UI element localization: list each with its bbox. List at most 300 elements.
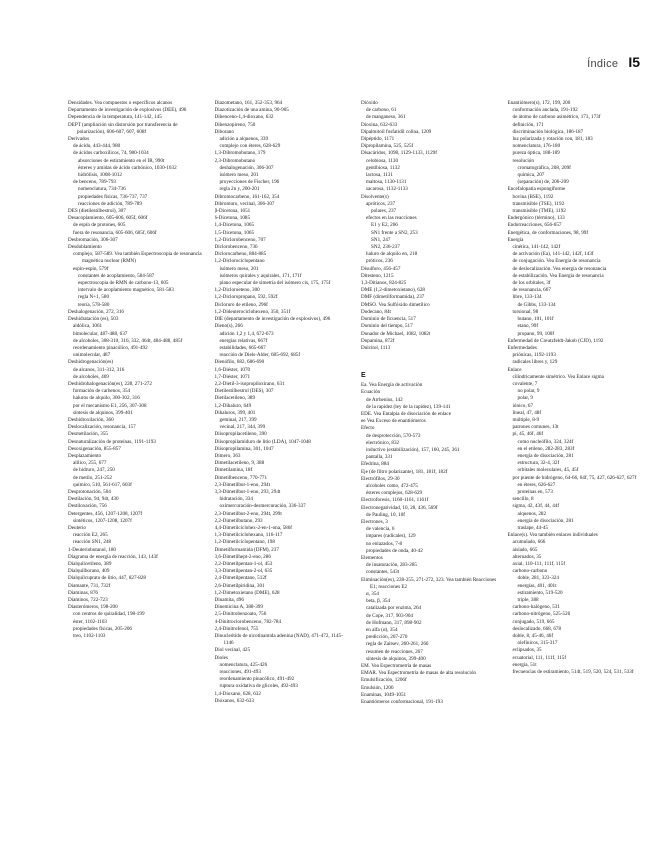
index-subentry: aislado, 665 <box>512 546 538 553</box>
index-subentry: alternados, 35 <box>512 553 542 560</box>
index-entry: Enfermedad de Creutzfeldt-Jakob (CJD), 1192 <box>507 337 604 344</box>
index-subentry: isómero meso, 201 <box>219 172 259 179</box>
index-subentry: en éteres, 626-627 <box>517 481 556 488</box>
index-entry: Departamento de investigación de explosivos (DEE), 496 <box>68 107 187 114</box>
index-subentry: conformación anclada, 191-192 <box>512 107 578 114</box>
index-subentry: de ácido, 443-444, 980 <box>73 143 121 150</box>
index-subentry: regla de Zaitsev, 260-261, 266 <box>366 641 429 648</box>
index-entry: 1,2-Diclorociclopentano <box>214 258 265 265</box>
index-column-3 <box>361 100 498 830</box>
index-entry: Deshidratación (es), 503 <box>68 316 119 323</box>
index-subentry: inductivo (estabilización), 157, 160, 245, 361 <box>366 446 460 453</box>
index-entry: Dodecano, 84t <box>361 308 391 315</box>
index-entry: Dipropilamina, 525, 525f <box>361 143 414 150</box>
index-subentry: butano, 101, 101f <box>517 316 554 323</box>
index-subentry: cinética, 141-142, 142f <box>512 244 561 251</box>
index-entry: DEPT (ampliación sin distorsión por transferencia de polarización), 606-607, 607, 608f <box>68 121 178 135</box>
index-subentry: propiedades físicas, 205-206 <box>73 625 132 632</box>
index-subentry: de átomo de carbono asimétrico, 173, 173f <box>512 114 601 121</box>
index-subentry: reordenamiento pinacólico, 491-492 <box>219 676 295 683</box>
index-entry: 1,5-Dicetona, 1065 <box>214 229 255 236</box>
index-subentry: sigma, 42, 43f, 44, 44f <box>512 503 560 510</box>
index-subentry: en el etileno, 282-283, 283f <box>517 445 575 452</box>
index-subentry: reacciones, 491-493 <box>219 669 261 676</box>
index-entry: Diisopropilamina, 301, 1047 <box>214 445 274 452</box>
index-entry: Diazometano, 161, 352-353, 964 <box>214 100 283 106</box>
index-subentry: carbono-nitrógeno, 525-526 <box>512 611 571 618</box>
index-subentry: pi, 45, 46f, 46f <box>512 431 544 438</box>
index-subentry: proyecciones de Fischer, 196 <box>219 179 280 186</box>
index-subentry: de activación (Ea), 141-142, 142f, 143f <box>512 251 594 258</box>
index-subentry: doble, 8, 45-46, 46f <box>512 633 554 640</box>
index-subentry: resumen de reacciones, 267 <box>366 648 423 655</box>
index-subentry: hidrólisis, 1008-1012 <box>78 172 122 179</box>
index-entry: Desdoblamiento <box>68 244 102 251</box>
index-entry: 3,6-Dimetilhept-2-eno, 286 <box>214 553 271 560</box>
index-subentry: eclipsados, 35 <box>512 647 542 654</box>
index-subentry: síntesis de alquinos, 399-401 <box>73 409 133 416</box>
index-subentry: adición 1,2 y 1,4, 672-673 <box>219 330 274 337</box>
index-subentry: adición a alquenos, 339 <box>219 136 269 143</box>
index-subentry: bimolecular, 487-488, 637 <box>73 330 128 337</box>
index-entry: Emulsificación, 1206f <box>361 677 407 684</box>
index-subentry: apróticos, 237 <box>366 200 396 207</box>
index-subentry: unimolecular, 487 <box>73 352 111 359</box>
index-subentry: SN2, 236-237 <box>371 244 400 251</box>
index-subentry: de alcoholes, 469 <box>73 373 109 380</box>
index-subentry: por puente de hidrógeno, 64-66, 64f, 75, 427, 626-627, 627f <box>512 474 637 481</box>
index-subentry: de Gibbs, 133-134 <box>517 301 556 308</box>
index-subentry: ésteres complejos, 628-629 <box>366 490 423 497</box>
index-subentry: definición, 171 <box>512 121 544 128</box>
index-subentry: SN1 frente a SN2, 253 <box>371 229 418 236</box>
index-subentry: transmisible (TME), 1192 <box>512 208 566 215</box>
index-entry: Dibromuro, vecinal, 306-307 <box>214 200 275 207</box>
index-entry: Diclorobenceno, 736 <box>214 244 258 251</box>
index-subentry: reacción SN1, 248 <box>73 539 112 546</box>
index-entry: Dinemicina A, 388-399 <box>214 604 263 611</box>
running-header <box>587 54 640 70</box>
index-entry: Deuterio <box>68 524 86 531</box>
index-subentry: covalente, 7 <box>512 380 538 387</box>
index-entry: Dioxanos, 632-633 <box>214 697 254 704</box>
index-subentry: energía de disociación, 281 <box>517 517 574 524</box>
index-subentry: acumulado, 666 <box>512 539 546 546</box>
index-entry: Dipalmitoil fosfatidil colina, 1209 <box>361 128 432 135</box>
index-subentry: de resonancia, 667 <box>512 287 551 294</box>
index-entry: Diisopropilacetileno, 390 <box>214 431 267 438</box>
index-subentry: regla N+1, 580 <box>78 294 110 301</box>
index-subentry: gentibiosa, 1132 <box>366 164 400 171</box>
index-entry: EM. Vea Espectrometría de masas <box>361 663 432 670</box>
index-subentry: etano, 99f <box>517 323 539 330</box>
index-entry: 1,2-Dimetoxietano (DME), 628 <box>214 589 280 596</box>
index-entry: Endorreacciones, 656-657 <box>507 222 562 229</box>
index-subentry: plano especular de simetría del isómero cis, 175, 175f <box>219 280 331 287</box>
index-entry: Dependencia de la temperatura, 141-142, 145 <box>68 114 162 121</box>
index-subentry: estabilidades, 665-667 <box>219 344 266 351</box>
index-subentry: haluros de alquilo, 300-302, 316 <box>73 395 140 402</box>
index-entry: Ditesteno, 1215 <box>361 272 394 279</box>
index-entry: Eliminación(es), 228-255, 271-272, 323. Vea también Reacciones E1; reacciones E2 <box>361 576 497 590</box>
index-entry: Dimetilamina, 18f <box>214 467 253 474</box>
index-subentry: oximercuración-desmercuración, 336-337 <box>219 503 306 510</box>
index-subentry: cilíndricamente simétrico. Vea Enlace sigma <box>512 373 604 380</box>
index-subentry: pureza óptica, 188-189 <box>512 150 560 157</box>
index-column-1 <box>68 100 205 830</box>
index-entry: Dominio del tiempo, 517 <box>361 323 413 330</box>
index-subentry: catalizada por enzima, 264 <box>366 605 422 612</box>
index-subentry: propano, 99, 100f <box>517 330 555 337</box>
index-subentry: de Pauling, 10, 10f <box>366 511 405 518</box>
index-subentry: electrónico, 832 <box>366 439 400 446</box>
index-subentry: isómero meso, 201 <box>219 265 259 272</box>
index-entry: 1,6-Diéster, 1070 <box>214 366 251 373</box>
index-entry: Emulsión, 1206 <box>361 684 394 691</box>
index-subentry: constantes de acoplamiento, 584-587 <box>78 272 155 279</box>
index-entry: Desmetilación, 355 <box>68 431 108 438</box>
index-subentry: patrones comunes, 13t <box>512 424 559 431</box>
index-subentry: alquenos, 282 <box>517 510 547 517</box>
index-entry: Dibromocarbeno, 161-162, 354 <box>214 193 280 200</box>
index-entry: Diclorocarbeno, 884-885 <box>214 251 267 258</box>
index-column-2 <box>215 100 352 830</box>
index-entry: Encefalopatía espongiforme <box>507 186 566 193</box>
index-subentry: aldólica, 1061 <box>73 323 103 330</box>
index-entry: 2,4-Dinitrofenol, 755 <box>214 625 259 632</box>
index-subentry: radicales libres y, 129 <box>512 359 558 366</box>
index-subentry: reacciones de adición, 789-789 <box>78 200 142 207</box>
index-entry: 2,2-Dimetilpentan-1-ol, 453 <box>214 561 273 567</box>
index-entry: Enlace <box>507 366 522 373</box>
index-subentry: constantes, 543t <box>366 569 400 576</box>
index-column-4 <box>508 100 645 830</box>
index-entry: Derivados <box>68 136 90 143</box>
index-entry: DME (1,2-dimetoxietano), 628 <box>361 287 425 294</box>
index-subentry: polar, 9 <box>517 395 533 402</box>
index-subentry: sencillo, 8 <box>512 496 534 503</box>
index-subentry: ecuatorial, 111, 111f, 115f <box>512 654 567 661</box>
index-entry: Dímero, 363 <box>214 452 241 459</box>
index-entry: Deshidroxilación, 360 <box>68 416 114 423</box>
index-subentry: de hidruro, 247, 250 <box>73 467 115 474</box>
index-entry: Ecuación <box>361 389 381 396</box>
index-entry: Electronegatividad, 10, 28, 436, 569f <box>361 504 438 511</box>
index-subentry: torsional, 98 <box>512 308 539 315</box>
index-subentry: beta, β, 354 <box>366 598 391 605</box>
index-subentry: propiedades de onda, 40-42 <box>366 547 423 554</box>
index-entry: Desacoplamiento, 605-606, 605f, 606f <box>68 215 148 222</box>
index-entry: 2,2-Dietil-3-isopropiloxirano, 631 <box>214 380 285 387</box>
index-entry: Diaminos, 722-723 <box>68 597 108 604</box>
index-entry: 1,4-Dicetona, 1065 <box>214 222 255 229</box>
index-subentry: orbitales moleculares, 45, 45f <box>517 467 579 474</box>
index-subentry: doble, 281, 323-324 <box>517 575 559 582</box>
index-subentry: priónicas, 1192-1193 <box>512 352 556 359</box>
index-subentry: olefínicos, 315-317 <box>517 640 558 647</box>
index-subentry: propiedades físicas, 736-737, 737 <box>78 193 148 200</box>
index-subentry: reacción E2, 265 <box>73 532 108 539</box>
index-entry: Diaminas, 876 <box>68 589 98 596</box>
index-entry: 2,6-Dimetilpiridina, 301 <box>214 582 265 589</box>
index-subentry: carbono-halógeno, 531 <box>512 604 560 611</box>
index-subentry: luz polarizada y rotación con, 181, 183 <box>512 136 593 143</box>
index-subentry: de los orbitales, 3f <box>512 280 551 287</box>
index-entry: Diamante, 731, 732f <box>68 582 111 589</box>
index-entry: Efecto <box>361 425 375 432</box>
index-entry: Dihaluros, 399, 401 <box>214 409 256 416</box>
index-subentry: haluro de alquilo en, 218 <box>366 251 418 258</box>
index-entry: Desoxigenación, 855-857 <box>68 445 121 452</box>
index-subentry: discriminación biológica, 186-187 <box>512 128 584 135</box>
index-entry: EMAR. Vea Espectrometría de masas de alta resolución <box>361 670 476 677</box>
index-subentry: sintéticos, 1207-1208, 1207f <box>73 517 132 524</box>
index-entry: Dopamina, 872f <box>361 337 395 344</box>
index-entry: Dioxina, 632-633 <box>361 121 398 128</box>
index-entry: Dioles <box>214 654 228 661</box>
index-subentry: de Hofmann, 317, 898-902 <box>366 619 422 626</box>
index-entry: Dialquilborano, 409 <box>68 568 110 575</box>
index-subentry: espectroscopia de RMN de carbono-13, 605 <box>78 280 169 287</box>
index-entry: DES (dietilestilbestrol), 307 <box>68 208 126 215</box>
index-subentry: de insaturación, 283-285 <box>366 562 417 569</box>
index-entry: Diborano <box>214 128 234 135</box>
index-subentry: proteínas en, 573 <box>517 488 553 495</box>
index-entry: 1,3-Ditianos, 824-825 <box>361 280 407 287</box>
index-subentry: espín-espín, 579f <box>73 265 109 272</box>
index-subentry: iónico, 67 <box>512 402 534 409</box>
index-subentry: de la rapidez (ley de la rapidez), 139-141 <box>366 403 451 410</box>
index-entry: Diazotización de una amina, 90-905 <box>214 107 289 114</box>
index-spacer <box>361 359 498 366</box>
index-subentry: pantalla, 331 <box>366 454 393 461</box>
index-subentry: de Arrhenius, 142 <box>366 396 403 403</box>
index-entry: 1,4-Dioxano, 628, 632 <box>214 690 261 697</box>
index-entry: Dinucleótido de nicotinamida adenina (NAD), 471-472, 1145-1146 <box>214 633 343 647</box>
index-subentry: de espín de protones, 605 <box>73 222 126 229</box>
index-entry: Enantiómeros conformacional, 191-193 <box>361 699 443 706</box>
index-entry: Dimetilbenceno, 770-771 <box>214 474 268 481</box>
index-entry: Dicloruro de etileno, 296f <box>214 301 268 308</box>
index-entry: Dipéptido, 1171 <box>361 136 395 143</box>
index-entry: Dibenceno-1,4-dioxano, 632 <box>214 114 274 121</box>
index-entry: 2,4-Dimetilpentano, 512f <box>214 575 267 582</box>
index-entry: Dienófilo, 682, 686-690 <box>214 359 265 366</box>
index-entry: Desprotonación, 504 <box>68 488 111 495</box>
index-subentry: alcoholes como, 472-475 <box>366 482 418 489</box>
index-entry: Diol vecinal, 425 <box>214 647 251 654</box>
index-subentry: polares, 237 <box>371 208 397 215</box>
index-subentry: nomenclatura, 425-426 <box>219 661 268 668</box>
index-entry: Eje (de filtro polarizante), 181, 181f, 182f <box>361 468 448 475</box>
index-subentry: ésteres y amidas de ácido carbónico, 1030-1032 <box>78 164 177 171</box>
index-entry: Deshidrohalogenación(es), 228, 271-272 <box>68 380 152 387</box>
index-entry: Dieno(s), 266 <box>214 323 243 330</box>
index-entry: DIE (departamento de investigación de explosivos), 496 <box>214 316 331 323</box>
index-entry: Energía <box>507 236 524 243</box>
index-subentry: síntesis de alquinos, 399-400 <box>366 655 426 662</box>
index-subentry: químico, 510, 561-617, 603f <box>73 481 132 488</box>
index-entry: 4-Dinitroclorobenceno, 782-784 <box>214 618 282 625</box>
index-entry: Dulcitol, 1113 <box>361 344 391 351</box>
index-subentry: resolución <box>512 157 534 164</box>
index-entry: Dialquilcetileno, 389 <box>68 561 112 567</box>
index-subentry: de estabilización. Vea Energía de resonancia <box>512 272 604 279</box>
index-subentry: SN1, 247 <box>371 236 391 243</box>
index-subentry: isómeros quirales y aquirales, 171, 171f <box>219 272 302 279</box>
index-subentry: treo, 1102-1103 <box>73 633 106 640</box>
index-subentry: química, 207 <box>517 172 545 179</box>
index-subentry: α, 354 <box>366 591 379 597</box>
index-subentry: de alcanos, 311-312, 316 <box>73 366 125 373</box>
index-spacer <box>361 352 498 359</box>
index-subentry: fuera de resonancia, 605-606, 605f, 606f <box>73 229 157 236</box>
index-entry: Dióxido <box>361 100 378 106</box>
index-subentry: formación de carbenos, 354 <box>73 388 131 395</box>
index-subentry: sacarosa, 1132-1133 <box>366 186 408 193</box>
index-entry: 1,7-Diéster, 1071 <box>214 373 251 380</box>
index-subentry: energías, 401, 401t <box>517 582 557 589</box>
index-subentry: cromatográfica, 208, 209f <box>517 164 571 171</box>
index-subentry: vecinal, 217, 344, 399 <box>219 424 266 431</box>
index-entry: Detergentes, 456, 1207-1208, 1207f <box>68 510 143 517</box>
index-subentry: de benceno, 789-793 <box>73 179 116 186</box>
index-subentry: con centros de quiralidad, 198-199 <box>73 611 145 618</box>
index-subentry: intervalo de acoplamiento magnético, 581-583 <box>78 287 174 294</box>
index-subentry: de manganeso, 361 <box>366 114 406 121</box>
index-subentry: E1 y E2, 266 <box>371 222 398 229</box>
index-subentry: carbono-carbono <box>512 568 548 575</box>
index-subentry: de metilo, 251-252 <box>73 474 112 481</box>
index-entry: Dietilestilbestrol (DES), 307 <box>214 388 274 395</box>
index-subentry: celobiosa, 1130 <box>366 157 399 164</box>
index-entry: 1,2-Dicloroeteno, 300 <box>214 287 260 294</box>
index-entry: 2,5-Dinitrobenzoato, 756 <box>214 611 267 618</box>
index-subentry: teoría, 578-580 <box>78 301 110 308</box>
index-entry: Disolvente(s) <box>361 193 389 200</box>
index-entry: 1-Deuteriobutanol, 180 <box>68 546 116 553</box>
index-entry: Diasterómeros, 198-200 <box>68 604 118 611</box>
index-entry: Dietilacetileno, 389 <box>214 395 256 402</box>
index-subentry: de alcoholes, 308-310, 316, 332, 464t, 484-488, 485f <box>73 337 183 344</box>
index-subentry: transmisible (TSE), 1192 <box>512 200 565 207</box>
index-subentry: complejo, 587-589. Vea también Espectroscopia de resonancia magnética nuclear (RMN) <box>73 251 202 265</box>
index-subentry: éster, 1102-1103 <box>73 618 107 625</box>
index-subentry: como nucleófilo, 324, 324f <box>517 438 574 445</box>
index-subentry: (separación) de, 206-209 <box>517 179 569 186</box>
index-subentry: predicción, 267-270 <box>366 634 408 641</box>
index-entry: Dialquilcuprato de litio, 447, 827-828 <box>68 575 146 582</box>
header-title: Índice <box>587 58 619 70</box>
index-entry: EDE. Vea Entalpía de disociación de enlace <box>361 410 451 417</box>
index-subentry: de conjugación. Vea Energía de resonancia <box>512 258 601 265</box>
index-entry: Endergónico (término), 133 <box>507 215 565 222</box>
index-subentry: energías relativas, 667f <box>219 337 268 344</box>
index-entry: 2,3-Dibromobutano <box>214 157 256 164</box>
index-entry: Dimetilformamida (DFM), 237 <box>214 546 279 553</box>
index-entry: Dominio de ficuencia, 517 <box>361 316 416 323</box>
index-entry: Ea. Vea Energía de activación <box>361 382 423 389</box>
index-entry: 1,2-Dideuterociclohexeno, 350, 351f <box>214 308 291 315</box>
index-entry: Deshalogenación, 272, 316 <box>68 308 124 315</box>
index-subentry: conjugado, 519, 665 <box>512 618 555 625</box>
index-entry: Enaminas, 1049-1051 <box>361 691 407 698</box>
index-subentry: de ácidos carboxílicos, 74, 980-1034 <box>73 150 149 157</box>
index-entry: Dibenzopireno, 750 <box>214 121 256 128</box>
index-entry: Donador de Michael, 1082, 1082t <box>361 330 431 337</box>
index-subentry: lactosa, 1131 <box>366 172 393 179</box>
index-entry: Electrófilos, 29-30 <box>361 475 400 482</box>
index-subentry: nomenclatura, 734-736 <box>78 186 126 193</box>
index-entry: 2,3-Dimetilbut-2-eno, 294t, 299t <box>214 510 282 517</box>
index-subentry: frecuencias de estiramiento, 514t, 519, 520, 524, 531, 533f <box>512 669 634 676</box>
index-subentry: impares (radicales), 129 <box>366 533 416 540</box>
index-subentry: axial, 110-111, 111f, 115f <box>512 561 566 567</box>
index-subentry: próticos, 236 <box>366 258 393 265</box>
index-subentry: de Cope, 317, 903-904 <box>366 612 413 619</box>
index-entry: 1,2-Dimetilciclopentano, 198 <box>214 539 275 546</box>
index-entry: DMSO. Vea Sulfóxido dimetílico <box>361 301 430 308</box>
index-subentry: reordenamiento pinacólico, 491-492 <box>73 344 148 351</box>
index-entry: 3,3-Dimetilbut-1-eno, 293, 294t <box>214 488 281 495</box>
index-entry: 1,2-Diclorobenceno, 707 <box>214 236 266 243</box>
index-subentry: de carbono, 61 <box>366 107 397 114</box>
index-entry: Desbromación, 306-307 <box>68 236 118 243</box>
page-number: I5 <box>628 54 640 70</box>
index-entry: Destiloxación, 756 <box>68 503 107 510</box>
index-entry: Densidades. Vea compuestos o específicos alcanos <box>68 100 173 106</box>
index-entry: ee Vea Exceso de enantiómeros <box>361 418 426 425</box>
index-entry: Dimetilacetileno, 9, 388 <box>214 460 265 467</box>
index-subentry: no polar, 9 <box>517 388 540 395</box>
index-subentry: triple, 388 <box>517 597 539 604</box>
index-entry: 1,3-Dimetilciclohexano, 116-117 <box>214 532 283 539</box>
index-entry: Diisopropilamiduro de litio (LDA), 1047-1048 <box>214 438 311 445</box>
index-entry: Electroforesis, 1160-1161, 1161f <box>361 497 429 504</box>
index-entry: 1,2-Dihaluro, 649 <box>214 402 252 409</box>
index-subentry: por el mecanismo E1, 256, 307-308 <box>73 402 147 409</box>
index-entry: Enlace(s). Vea también enlaces individuales <box>507 532 598 539</box>
index-entry: 2,2-Dimetilbutano, 293 <box>214 517 263 524</box>
index-entry: Desplazamiento <box>68 452 102 459</box>
index-letter-heading: E <box>361 372 366 380</box>
index-entry: Electrones, 3 <box>361 518 388 525</box>
index-subentry: energía de disociación, 281 <box>517 452 574 459</box>
index-subentry: energía, 51t <box>512 661 537 668</box>
index-entry: 2,3-Dimetilbut-1-eno, 294t <box>214 481 271 488</box>
index-entry: Disacáridos, 1098, 1129-1133, 1129f <box>361 150 437 157</box>
index-entry: 4,4-Dimetilciclohex-2-en-1-ona, 586f <box>214 524 293 531</box>
index-entry: DMF (dimetilformamida), 237 <box>361 294 425 301</box>
index-entry: 1,3-Dibromobutano, 179 <box>214 150 266 157</box>
index-subentry: libre, 133-134 <box>512 294 542 301</box>
index-subentry: nomenclatura, 176-180 <box>512 143 561 150</box>
index-subentry: ruptura oxidativa de glicoles, 492-493 <box>219 683 298 690</box>
index-entry: Deshidrogenación(es) <box>68 359 114 366</box>
index-subentry: estiramiento, 519-520 <box>517 589 563 596</box>
index-entry: Efedrina, 884 <box>361 461 389 468</box>
index-subentry: estructura, 32-4, 32f <box>517 460 560 467</box>
index-subentry: de valencia, 6 <box>366 526 395 533</box>
index-entry: Disulfuro, 456-457 <box>361 265 401 272</box>
index-subentry: alílico, 255, 677 <box>73 460 107 467</box>
index-subentry: deshalogenación, 306-307 <box>219 164 274 171</box>
index-subentry: deslocalizado, 668, 678 <box>512 625 562 632</box>
index-subentry: en alfa (α), 354 <box>366 627 398 634</box>
index-subentry: complejo con éteres, 628-629 <box>219 143 281 150</box>
index-subentry: maltosa, 1130-1131 <box>366 179 407 186</box>
index-entry: 3,3-Dimetilpentan-2-ol, 635 <box>214 568 273 575</box>
